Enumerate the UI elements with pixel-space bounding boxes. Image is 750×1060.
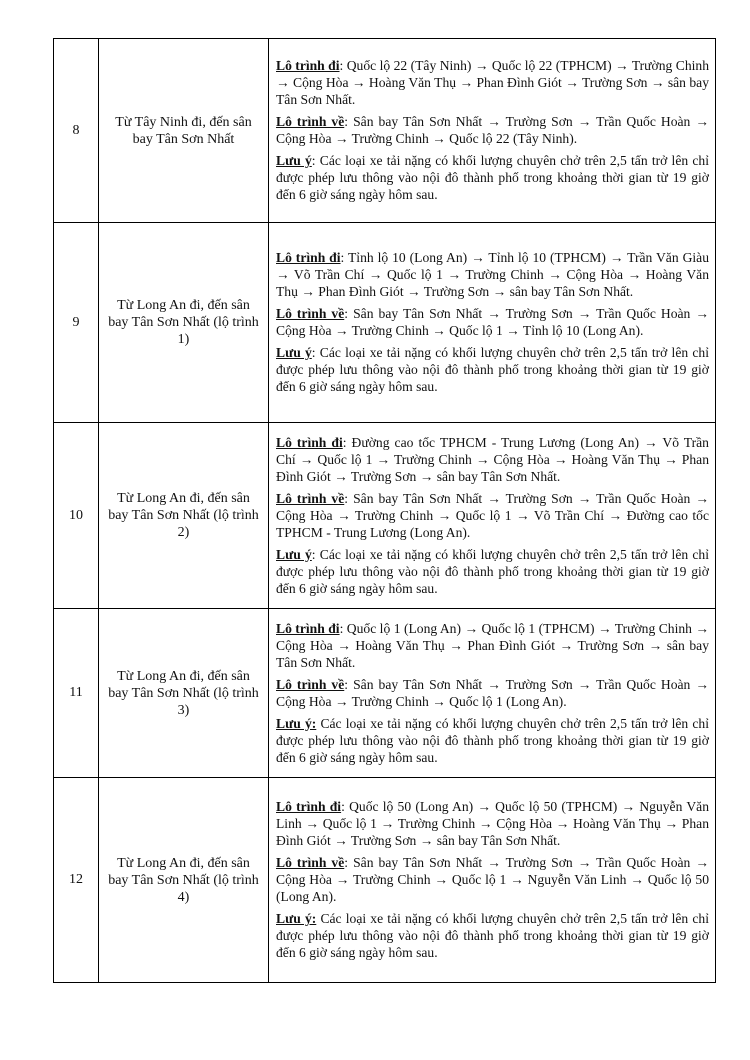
route-note <box>276 152 709 203</box>
outbound-label: Lô trình đi <box>276 799 342 814</box>
outbound-route <box>276 798 709 849</box>
outbound-label: Lô trình đi <box>276 434 343 450</box>
route-detail <box>269 778 716 983</box>
row-number: 12 <box>54 778 99 983</box>
return-text: : Sân bay Tân Sơn Nhất → Trường Sơn → Trần Quốc Hoàn → Cộng Hòa → Trường Chinh → Quốc lộ 1 → Nguyễn Văn Linh → Quốc lộ 50 (Long An). <box>276 855 709 904</box>
route-note <box>276 546 709 597</box>
return-text: : Sân bay Tân Sơn Nhất → Trường Sơn → Trần Quốc Hoàn → Cộng Hòa → Trường Chinh → Quốc lộ 1 → Tỉnh lộ 10 (Long An). <box>276 306 709 338</box>
outbound-route <box>276 249 709 300</box>
table-row <box>54 39 716 223</box>
outbound-text: : Đường cao tốc TPHCM - Trung Lương (Long An) → Võ Trần Chí → Quốc lộ 1 → Trường Chinh → Cộng Hòa → Hoàng Văn Thụ → Phan Đình Giót → Trường Sơn → sân bay Tân Sơn Nhất. <box>276 434 709 484</box>
return-label: Lô trình về <box>276 114 345 129</box>
route-name: Từ Long An đi, đến sân bay Tân Sơn Nhất (lộ trình 4) <box>99 778 269 983</box>
return-route <box>276 854 709 905</box>
return-route <box>276 490 709 541</box>
return-text: : Sân bay Tân Sơn Nhất → Trường Sơn → Trần Quốc Hoàn → Cộng Hòa → Trường Chinh → Quốc lộ 1 → Võ Trần Chí → Đường cao tốc TPHCM - Trung Lương (Long An). <box>276 490 709 540</box>
route-note <box>276 715 709 766</box>
route-name: Từ Long An đi, đến sân bay Tân Sơn Nhất (lộ trình 2) <box>99 423 269 609</box>
route-detail <box>269 423 716 609</box>
return-text: : Sân bay Tân Sơn Nhất → Trường Sơn → Trần Quốc Hoàn → Cộng Hòa → Trường Chinh → Quốc lộ 22 (Tây Ninh). <box>276 114 709 146</box>
note-label: Lưu ý: <box>276 911 317 926</box>
outbound-text: : Quốc lộ 1 (Long An) → Quốc lộ 1 (TPHCM) → Trường Chinh → Cộng Hòa → Hoàng Văn Thụ → Phan Đình Giót → Trường Sơn → sân bay Tân Sơn Nhất. <box>276 620 709 670</box>
outbound-text: : Tỉnh lộ 10 (Long An) → Tỉnh lộ 10 (TPHCM) → Trần Văn Giàu → Võ Trần Chí → Quốc lộ 1 → Trường Chinh → Cộng Hòa → Hoàng Văn Thụ → Phan Đình Giót → Trường Sơn → sân bay Tân Sơn Nhất. <box>276 250 709 299</box>
table-row <box>54 609 716 778</box>
outbound-route <box>276 620 709 671</box>
return-label: Lô trình về <box>276 855 345 870</box>
note-label: Lưu ý <box>276 345 312 360</box>
route-detail <box>269 223 716 423</box>
route-detail <box>269 609 716 778</box>
route-name: Từ Tây Ninh đi, đến sân bay Tân Sơn Nhất <box>99 39 269 223</box>
outbound-route <box>276 57 709 108</box>
note-label: Lưu ý: <box>276 715 317 731</box>
return-label: Lô trình về <box>276 490 345 506</box>
return-route <box>276 113 709 147</box>
row-number: 8 <box>54 39 99 223</box>
note-text: : Các loại xe tải nặng có khối lượng chuyên chở trên 2,5 tấn trở lên chỉ được phép lưu thông vào nội đô thành phố trong khoảng thời gian từ 19 giờ đến 6 giờ sáng ngày hôm sau. <box>276 345 709 394</box>
route-note <box>276 344 709 395</box>
return-label: Lô trình về <box>276 676 345 692</box>
row-number: 10 <box>54 423 99 609</box>
return-text: : Sân bay Tân Sơn Nhất → Trường Sơn → Trần Quốc Hoàn → Cộng Hòa → Trường Chinh → Quốc lộ 1 (Long An). <box>276 676 709 709</box>
note-label: Lưu ý <box>276 153 312 168</box>
outbound-route <box>276 434 709 485</box>
route-table <box>53 38 716 983</box>
route-detail <box>269 39 716 223</box>
table-row <box>54 423 716 609</box>
return-route <box>276 305 709 339</box>
note-label: Lưu ý <box>276 546 312 562</box>
return-route <box>276 676 709 710</box>
note-text: : Các loại xe tải nặng có khối lượng chuyên chở trên 2,5 tấn trở lên chỉ được phép lưu thông vào nội đô thành phố trong khoảng thời gian từ 19 giờ đến 6 giờ sáng ngày hôm sau. <box>276 153 709 202</box>
route-name: Từ Long An đi, đến sân bay Tân Sơn Nhất (lộ trình 3) <box>99 609 269 778</box>
note-text: Các loại xe tải nặng có khối lượng chuyên chở trên 2,5 tấn trở lên chỉ được phép lưu thông vào nội đô thành phố trong khoảng thời gian từ 19 giờ đến 6 giờ sáng ngày hôm sau. <box>276 911 709 960</box>
outbound-label: Lô trình đi <box>276 620 340 636</box>
return-label: Lô trình về <box>276 306 345 321</box>
outbound-text: : Quốc lộ 50 (Long An) → Quốc lộ 50 (TPHCM) → Nguyễn Văn Linh → Quốc lộ 1 → Trường Chinh → Cộng Hòa → Hoàng Văn Thụ → Phan Đình Giót → Trường Sơn → sân bay Tân Sơn Nhất. <box>276 799 709 848</box>
note-text: : Các loại xe tải nặng có khối lượng chuyên chở trên 2,5 tấn trở lên chỉ được phép lưu thông vào nội đô thành phố trong khoảng thời gian từ 19 giờ đến 6 giờ sáng ngày hôm sau. <box>276 546 709 596</box>
row-number: 9 <box>54 223 99 423</box>
outbound-label: Lô trình đi <box>276 250 341 265</box>
route-note <box>276 910 709 961</box>
route-name: Từ Long An đi, đến sân bay Tân Sơn Nhất (lộ trình 1) <box>99 223 269 423</box>
note-text: Các loại xe tải nặng có khối lượng chuyên chở trên 2,5 tấn trở lên chỉ được phép lưu thông vào nội đô thành phố trong khoảng thời gian từ 19 giờ đến 6 giờ sáng ngày hôm sau. <box>276 715 709 765</box>
table-row <box>54 778 716 983</box>
row-number: 11 <box>54 609 99 778</box>
outbound-text: : Quốc lộ 22 (Tây Ninh) → Quốc lộ 22 (TPHCM) → Trường Chinh → Cộng Hòa → Hoàng Văn Thụ → Phan Đình Giót → Trường Sơn → sân bay Tân Sơn Nhất. <box>276 58 709 107</box>
outbound-label: Lô trình đi <box>276 58 340 73</box>
table-row <box>54 223 716 423</box>
